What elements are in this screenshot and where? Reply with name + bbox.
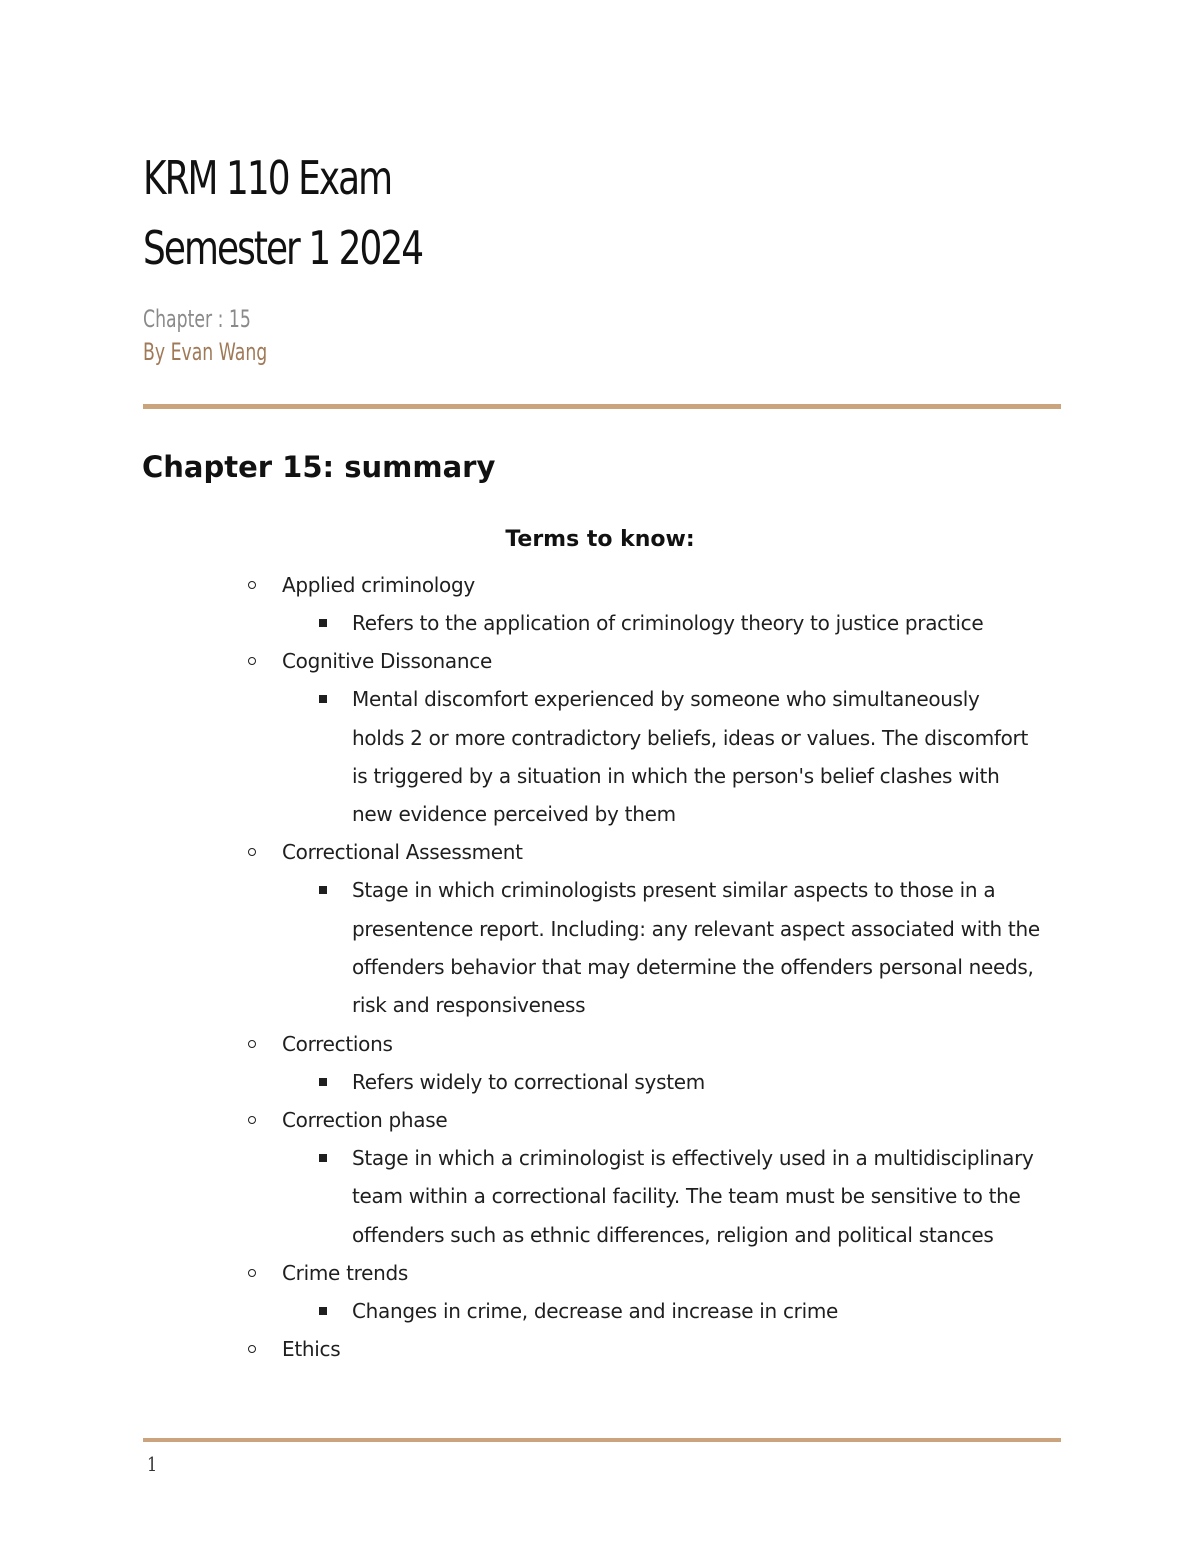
term-definition	[0, 1063, 1072, 1101]
term-label: Crime trends	[282, 1260, 409, 1285]
term-definition	[0, 604, 1072, 642]
definition-line: holds 2 or more contradictory beliefs, ideas or values. The discomfort	[352, 725, 1029, 750]
term-label: Correction phase	[282, 1107, 448, 1132]
definition-line: Stage in which criminologists present similar aspects to those in a	[352, 878, 996, 903]
list-item	[0, 1025, 1200, 1101]
square-bullet-icon	[319, 695, 327, 703]
definition-line: team within a correctional facility. The team must be sensitive to the	[352, 1184, 1021, 1209]
hollow-bullet-icon	[248, 1345, 256, 1353]
term-row	[0, 833, 1200, 871]
terms-heading: Terms to know:	[505, 527, 695, 552]
definition-line: risk and responsiveness	[352, 993, 586, 1018]
definition-line: Refers widely to correctional system	[352, 1069, 705, 1094]
definition-line: presentence report. Including: any relevant aspect associated with the	[352, 916, 1040, 941]
definition-line: Stage in which a criminologist is effectively used in a multidisciplinary	[352, 1145, 1034, 1170]
footer-divider	[143, 1438, 1061, 1442]
term-label: Applied criminology	[282, 573, 475, 597]
list-item	[0, 1330, 1200, 1368]
page-number: 1	[147, 1452, 158, 1476]
term-row	[0, 642, 1200, 680]
term-definition	[0, 871, 1072, 1024]
document-title: KRM 110 Exam	[143, 151, 392, 205]
hollow-bullet-icon	[248, 1269, 256, 1277]
term-definition	[0, 680, 1072, 833]
term-row	[0, 1254, 1200, 1292]
document-subtitle: Semester 1 2024	[143, 221, 423, 275]
term-row	[0, 1101, 1200, 1139]
terms-list	[0, 566, 1200, 1368]
section-heading: Chapter 15: summary	[142, 450, 496, 484]
term-label: Correctional Assessment	[282, 840, 523, 865]
list-item	[0, 1254, 1200, 1330]
header-divider	[143, 404, 1061, 409]
definition-line: new evidence perceived by them	[352, 802, 676, 827]
definition-line: Mental discomfort experienced by someone who simultaneously	[352, 687, 980, 712]
list-item	[0, 833, 1200, 1024]
square-bullet-icon	[319, 1154, 327, 1162]
list-item	[0, 642, 1200, 833]
square-bullet-icon	[319, 1307, 327, 1315]
hollow-bullet-icon	[248, 657, 256, 665]
list-item	[0, 566, 1200, 642]
author-label: By Evan Wang	[143, 338, 268, 366]
hollow-bullet-icon	[248, 1040, 256, 1048]
definition-line: offenders such as ethnic differences, religion and political stances	[352, 1222, 994, 1247]
definition-line: Changes in crime, decrease and increase in crime	[352, 1298, 839, 1323]
definition-line: Refers to the application of criminology theory to justice practice	[352, 611, 984, 635]
definition-line: is triggered by a situation in which the person's belief clashes with	[352, 763, 1000, 788]
hollow-bullet-icon	[248, 1116, 256, 1124]
square-bullet-icon	[319, 1078, 327, 1086]
hollow-bullet-icon	[248, 581, 256, 589]
term-label: Corrections	[282, 1031, 393, 1056]
definition-line: offenders behavior that may determine the offenders personal needs,	[352, 955, 1034, 980]
term-row	[0, 566, 1200, 604]
square-bullet-icon	[319, 619, 327, 627]
term-definition	[0, 1139, 1072, 1254]
chapter-label: Chapter : 15	[143, 305, 251, 333]
term-label: Ethics	[282, 1337, 341, 1362]
term-row	[0, 1025, 1200, 1063]
term-definition	[0, 1292, 1072, 1330]
hollow-bullet-icon	[248, 848, 256, 856]
term-row	[0, 1330, 1200, 1368]
list-item	[0, 1101, 1200, 1254]
term-label: Cognitive Dissonance	[282, 649, 492, 674]
square-bullet-icon	[319, 886, 327, 894]
